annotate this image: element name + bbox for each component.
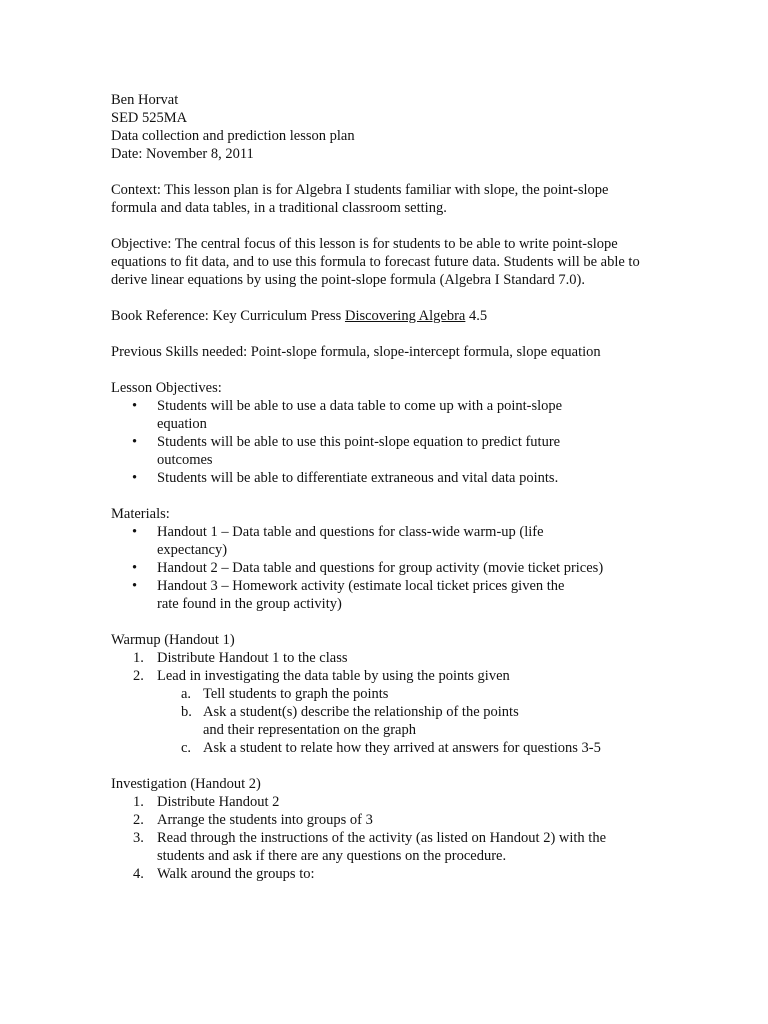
- header-block: [111, 91, 671, 163]
- step-text: Distribute Handout 2: [157, 794, 280, 810]
- author-name: Ben Horvat: [111, 92, 179, 108]
- book-reference-prefix: Book Reference: Key Curriculum Press: [111, 308, 345, 324]
- previous-skills: Previous Skills needed: Point-slope formula, slope-intercept formula, slope equation: [111, 344, 601, 360]
- course-code: SED 525MA: [111, 110, 188, 126]
- list-item: [111, 703, 543, 739]
- step-text: Distribute Handout 1 to the class: [157, 650, 348, 666]
- list-item-text: Students will be able to use a data table to come up with a point-slope equation: [157, 398, 563, 432]
- substep-text: Tell students to graph the points: [203, 686, 389, 702]
- step-number: 3.: [133, 830, 144, 846]
- step-text: Lead in investigating the data table by using the points given: [157, 668, 510, 684]
- warmup-section: [111, 631, 671, 757]
- list-item-text: Handout 2 – Data table and questions for group activity (movie ticket prices): [157, 560, 604, 576]
- document-page: [111, 91, 671, 883]
- step-number: 1.: [133, 794, 144, 810]
- investigation-steps: [111, 793, 671, 883]
- warmup-steps: [111, 649, 671, 685]
- book-title: Discovering Algebra: [344, 308, 466, 324]
- investigation-heading: Investigation (Handout 2): [111, 776, 261, 792]
- substep-letter: a.: [181, 686, 192, 702]
- list-item: [111, 829, 657, 865]
- bullet-icon: •: [132, 524, 138, 540]
- list-item-text: Students will be able to differentiate extraneous and vital data points.: [157, 470, 559, 486]
- document-title: Data collection and prediction lesson plan: [111, 128, 355, 144]
- list-item: [111, 811, 671, 829]
- step-text: Arrange the students into groups of 3: [157, 812, 373, 828]
- bullet-icon: •: [132, 560, 138, 576]
- list-item: [111, 577, 587, 613]
- warmup-heading: Warmup (Handout 1): [111, 632, 235, 648]
- objective-paragraph: Objective: The central focus of this lesson is for students to be able to write point-slope equations to fit data, and to use this formula to forecast future data. Students will be able to derive linear equations by using the point-slope formula (Algebra I Standard 7.0).: [111, 236, 640, 288]
- bullet-icon: •: [132, 398, 138, 414]
- list-item-text: Handout 3 – Homework activity (estimate local ticket prices given the rate found in the group activity): [157, 578, 565, 612]
- bullet-icon: •: [132, 470, 138, 486]
- book-reference: [111, 307, 671, 325]
- step-text: Walk around the groups to:: [157, 866, 315, 882]
- lesson-objectives-section: [111, 379, 671, 487]
- materials-list: [111, 523, 671, 613]
- list-item-text: Handout 1 – Data table and questions for class-wide warm-up (life expectancy): [157, 524, 544, 558]
- materials-section: [111, 505, 671, 613]
- step-number: 1.: [133, 650, 144, 666]
- substep-letter: b.: [181, 704, 192, 720]
- list-item: [111, 649, 671, 667]
- lesson-objectives-list: [111, 397, 671, 487]
- step-number: 4.: [133, 866, 144, 882]
- bullet-icon: •: [132, 434, 138, 450]
- list-item: [111, 667, 671, 685]
- context-paragraph: Context: This lesson plan is for Algebra I students familiar with slope, the point-slope formula and data tables, in a traditional classroom setting.: [111, 182, 609, 216]
- substep-text: Ask a student to relate how they arrived at answers for questions 3-5: [203, 740, 601, 756]
- warmup-substeps: [111, 685, 671, 757]
- list-item: [111, 865, 671, 883]
- materials-heading: Materials:: [111, 506, 170, 522]
- list-item-text: Students will be able to use this point-slope equation to predict future outcomes: [157, 434, 561, 468]
- lesson-objectives-heading: Lesson Objectives:: [111, 380, 222, 396]
- list-item: [111, 793, 671, 811]
- list-item: [111, 469, 671, 487]
- list-item: [111, 559, 717, 577]
- list-item: [111, 433, 577, 469]
- substep-letter: c.: [181, 740, 192, 756]
- document-date: Date: November 8, 2011: [111, 146, 254, 162]
- list-item: [111, 523, 557, 559]
- step-number: 2.: [133, 668, 144, 684]
- step-number: 2.: [133, 812, 144, 828]
- step-text: Read through the instructions of the activity (as listed on Handout 2) with the students and ask if there are any questions on the procedure.: [157, 830, 607, 864]
- bullet-icon: •: [132, 578, 138, 594]
- book-reference-suffix: 4.5: [465, 308, 488, 324]
- list-item: [111, 397, 577, 433]
- investigation-section: [111, 775, 671, 883]
- substep-text: Ask a student(s) describe the relationship of the points and their representation on the graph: [203, 704, 519, 738]
- list-item: [111, 739, 671, 757]
- list-item: [111, 685, 671, 703]
